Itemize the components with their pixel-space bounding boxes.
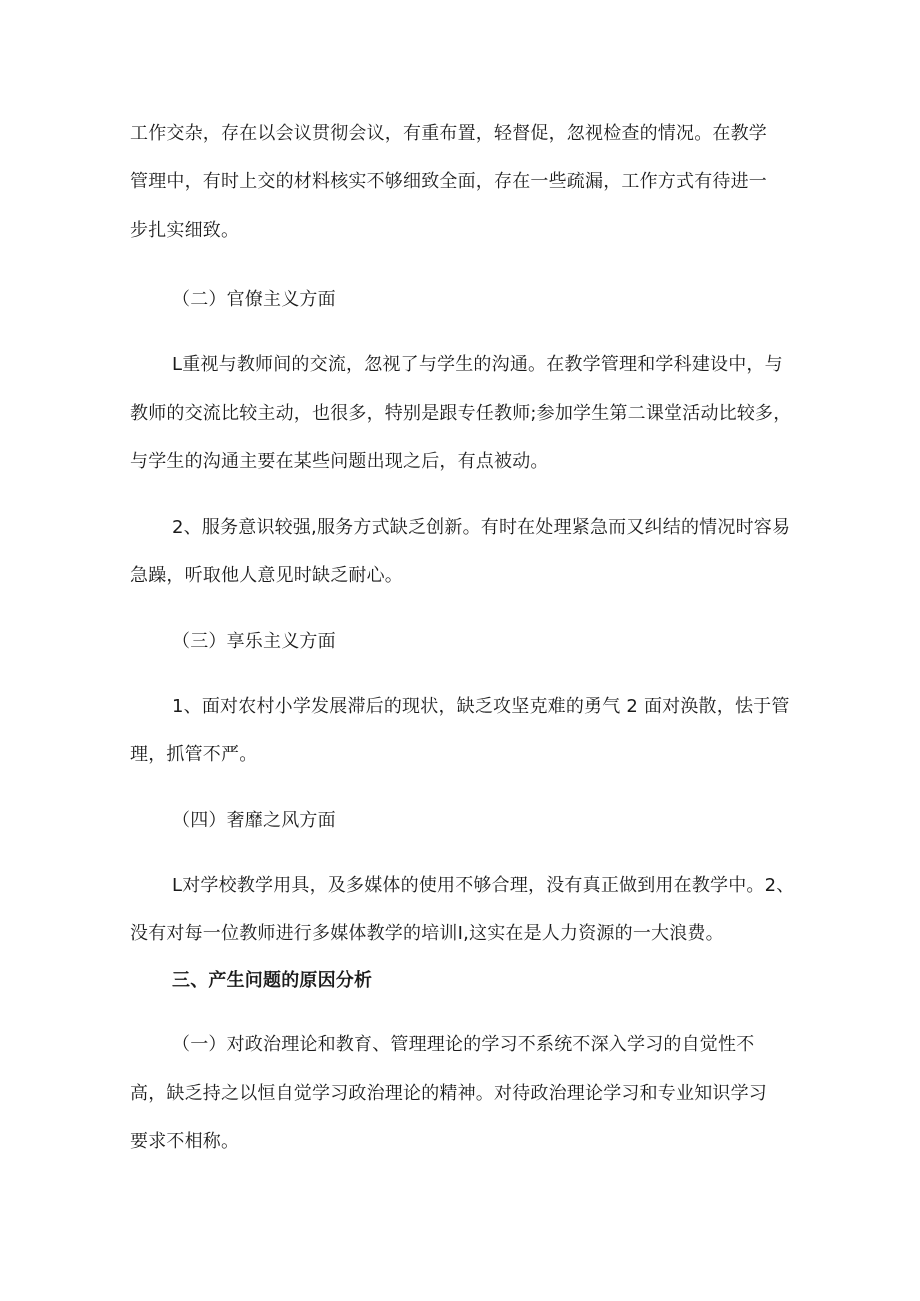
subsection-heading: （四）奢靡之风方面 (172, 810, 336, 831)
paragraph-line: 要求不相称。 (130, 1131, 240, 1152)
paragraph-line: 理，抓管不严。 (130, 744, 258, 765)
paragraph-line: 没有对每一位教师进行多媒体教学的培训I,这实在是人力资源的一大浪费。 (130, 923, 724, 944)
paragraph-line: 2、服务意识较强,服务方式缺乏创新。有时在处理紧急而又纠结的情况时容易 (172, 517, 791, 538)
paragraph-line: 工作交杂，存在以会议贯彻会议，有重布置，轻督促，忽视检查的情况。在教学 (130, 123, 767, 144)
paragraph-line: 管理中，有时上交的材料核实不够细致全面，存在一些疏漏，工作方式有待进一 (130, 171, 767, 192)
section-heading: 三、产生问题的原因分析 (172, 970, 373, 991)
subsection-heading: （二）官僚主义方面 (172, 289, 336, 310)
paragraph-line: 教师的交流比较主动，也很多，特别是跟专任教师;参加学生第二课堂活动比较多， (130, 403, 792, 424)
paragraph-line: 急躁，听取他人意见时缺乏耐心。 (130, 565, 403, 586)
paragraph-line: 1、面对农村小学发展滞后的现状，缺乏攻坚克难的勇气 2 面对涣散，怯于管 (172, 696, 790, 717)
paragraph-line: 高，缺乏持之以恒自觉学习政治理论的精神。对待政治理论学习和专业知识学习 (130, 1083, 767, 1104)
paragraph-line: L重视与教师间的交流，忽视了与学生的沟通。在教学管理和学科建设中，与 (172, 354, 783, 375)
paragraph-line: 步扎实细致。 (130, 220, 240, 241)
subsection-heading: （三）享乐主义方面 (172, 631, 336, 652)
paragraph-line: 与学生的沟通主要在某些问题出现之后，有点被动。 (130, 451, 549, 472)
paragraph-line: （一）对政治理论和教育、管理理论的学习不系统不深入学习的自觉性不 (172, 1034, 755, 1055)
paragraph-line: L对学校教学用具，及多媒体的使用不够合理，没有真正做到用在教学中。2、 (172, 875, 795, 896)
